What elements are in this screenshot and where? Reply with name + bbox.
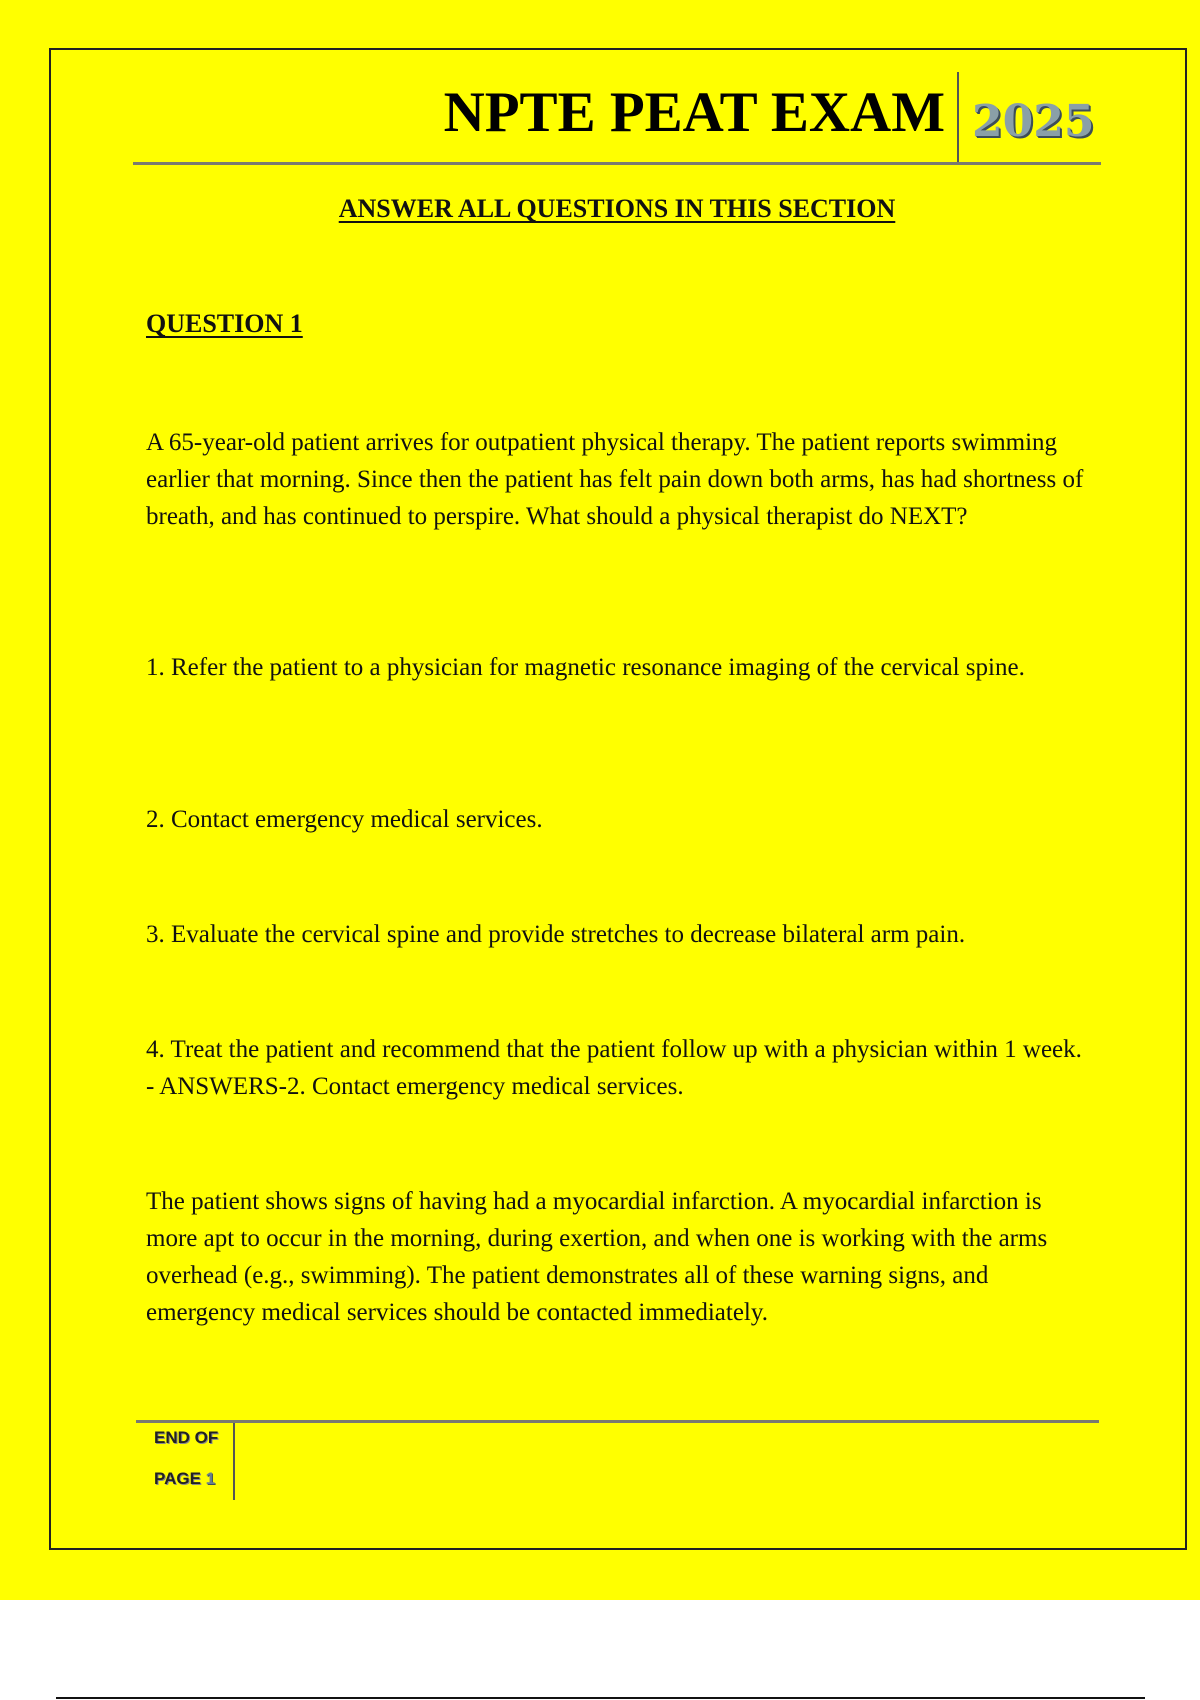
exam-year: 2025 [972,96,1095,147]
answer-option-3: 3. Evaluate the cervical spine and provide stretches to decrease bilateral arm pain. [146,921,966,948]
answer-option-4: 4. Treat the patient and recommend that the patient follow up with a physician within 1 week. - ANSWERS-2. Contact emergency medical services. [146,1036,1082,1100]
footer-divider [233,1423,235,1500]
section-heading: ANSWER ALL QUESTIONS IN THIS SECTION [338,194,896,223]
document-title: NPTE PEAT EXAM [443,81,945,144]
footer-page-prefix: PAGE [154,1469,201,1488]
footer-page-label [154,1468,215,1490]
bottom-rule [56,1697,1145,1699]
question-label: QUESTION 1 [146,309,303,338]
question-stem: A 65-year-old patient arrives for outpatient physical therapy. The patient reports swimming earlier that morning. Since then the patient has felt pain down both arms, has had shortness of breath, and has continued to perspire. What should a physical therapist do NEXT? [146,429,1084,530]
footer-end-of: END OF [154,1428,219,1447]
header-rule [133,162,1101,165]
footer-rule [136,1420,1099,1423]
footer-page-number: 1 [205,1469,216,1488]
answer-rationale: The patient shows signs of having had a myocardial infarction. A myocardial infarction is more apt to occur in the morning, during exertion, and when one is working with the arms overhead (e.g., swimming). The patient demonstrates all of these warning signs, and emergency medical services should be contacted immediately. [146,1188,1048,1326]
answer-option-2: 2. Contact emergency medical services. [146,806,543,833]
title-divider [957,72,959,162]
answer-option-1: 1. Refer the patient to a physician for magnetic resonance imaging of the cervical spine. [146,654,1025,681]
